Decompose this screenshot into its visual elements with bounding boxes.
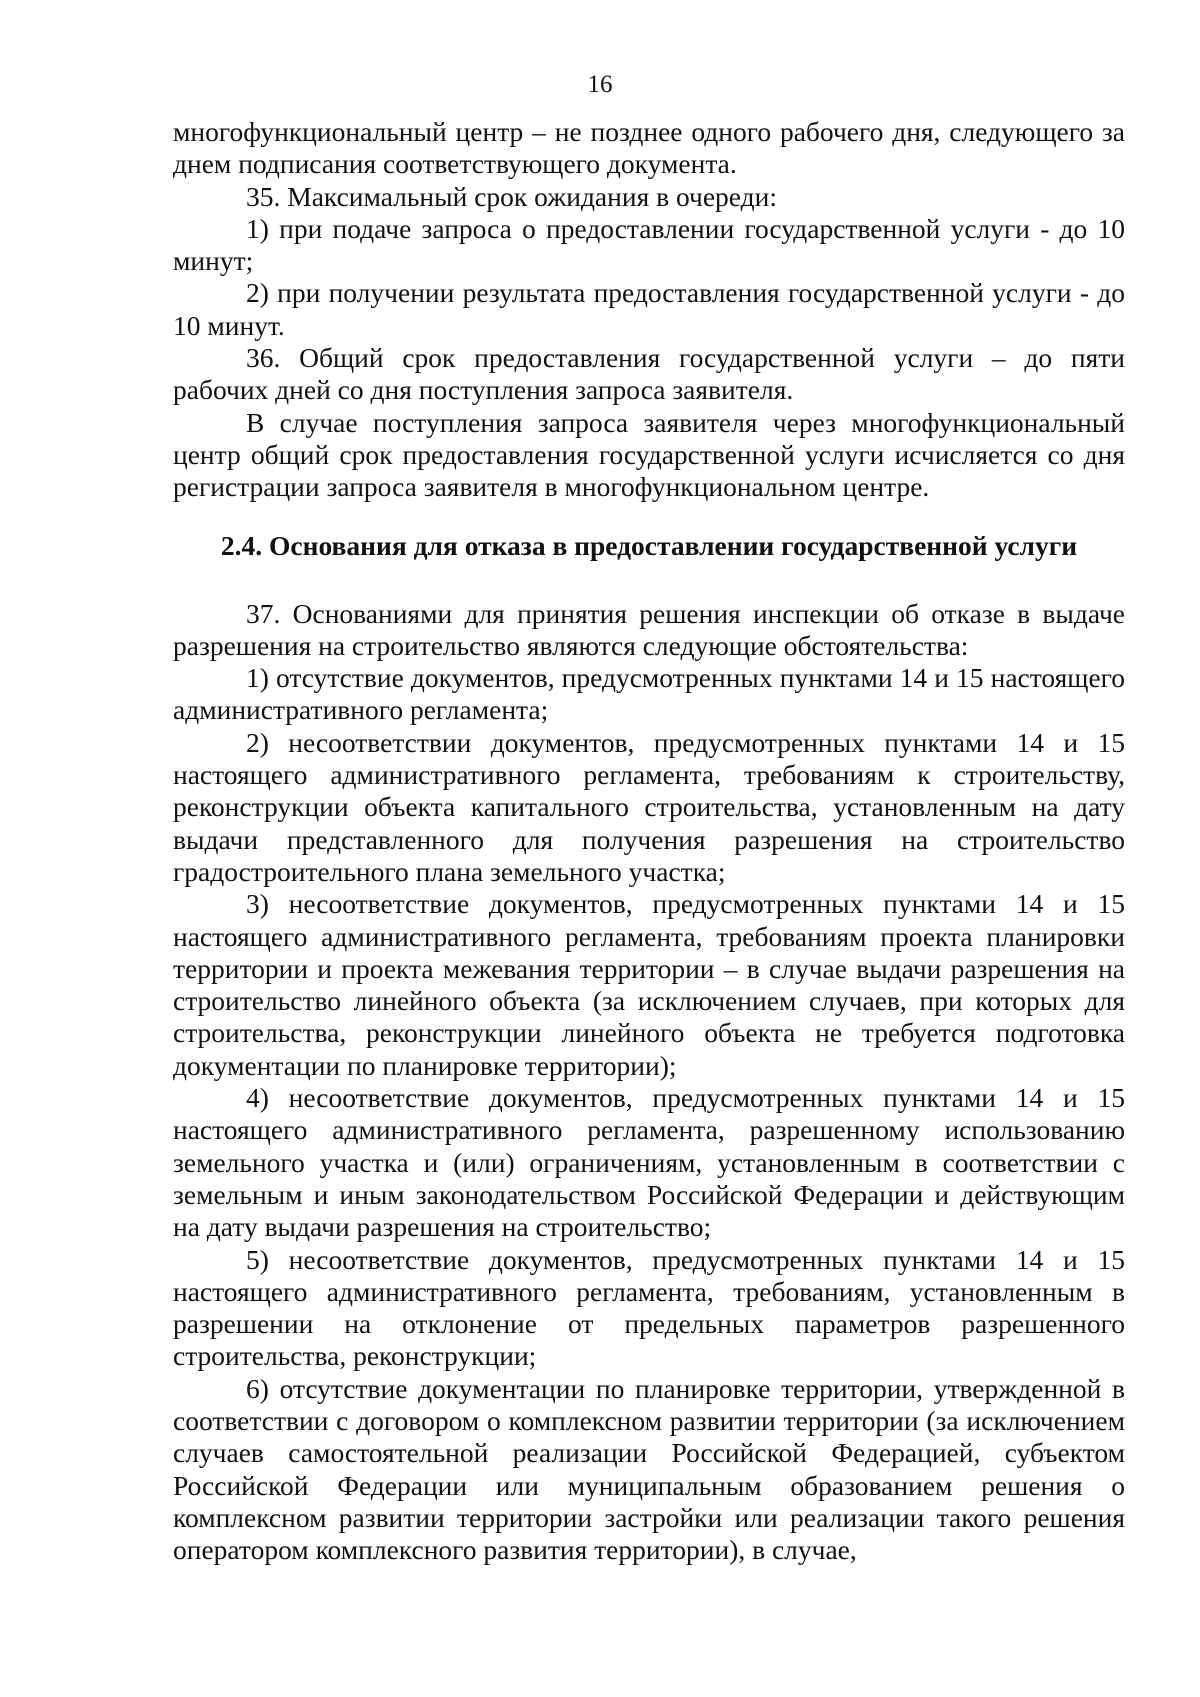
paragraph: В случае поступления запроса заявителя через многофункциональный центр общий срок предоставления государственной услуги исчисляется со дня регистрации запроса заявителя в многофункциональном центре. xyxy=(173,406,1125,503)
paragraph: 4) несоответствие документов, предусмотренных пунктами 14 и 15 настоящего административного регламента, разрешенному использованию земельного участка и (или) ограничениям, установленным в соответствии с земельным и иным законодательством Российской Федерации и действующим на дату выдачи разрешения на строительство; xyxy=(173,1082,1125,1243)
paragraph: 36. Общий срок предоставления государственной услуги – до пяти рабочих дней со дня поступления запроса заявителя. xyxy=(173,342,1125,406)
document-body xyxy=(173,116,1125,1566)
paragraph: 35. Максимальный срок ожидания в очереди: xyxy=(246,180,777,212)
paragraph: многофункциональный центр – не позднее одного рабочего дня, следующего за днем подписания соответствующего документа. xyxy=(173,116,1125,180)
paragraph: 37. Основаниями для принятия решения инспекции об отказе в выдаче разрешения на строительство являются следующие обстоятельства: xyxy=(173,597,1125,661)
page-number: 16 xyxy=(587,71,613,98)
paragraph: 3) несоответствие документов, предусмотренных пунктами 14 и 15 настоящего административного регламента, требованиям проекта планировки территории и проекта межевания территории – в случае выдачи разрешения на строительство линейного объекта (за исключением случаев, при которых для строительства, реконструкции линейного объекта не требуется подготовка документации по планировке территории); xyxy=(173,888,1125,1081)
paragraph: 2) при получении результата предоставления государственной услуги - до 10 минут. xyxy=(173,277,1125,341)
paragraph: 2) несоответствии документов, предусмотренных пунктами 14 и 15 настоящего административного регламента, требованиям к строительству, реконструкции объекта капитального строительства, установленным на дату выдачи представленного для получения разрешения на строительство градостроительного плана земельного участка; xyxy=(173,726,1125,887)
paragraph: 1) отсутствие документов, предусмотренных пунктами 14 и 15 настоящего административного регламента; xyxy=(173,662,1125,726)
section-heading: 2.4. Основания для отказа в предоставлении государственной услуги xyxy=(220,529,1078,561)
paragraph: 6) отсутствие документации по планировке территории, утвержденной в соответствии с договором о комплексном развитии территории (за исключением случаев самостоятельной реализации Российской Федерацией, субъектом Российской Федерации или муниципальным образованием решения о комплексном развитии территории застройки или реализации такого решения оператором комплексного развития территории), в случае, xyxy=(173,1372,1125,1566)
paragraph: 5) несоответствие документов, предусмотренных пунктами 14 и 15 настоящего административного регламента, требованиям, установленным в разрешении на отклонение от предельных параметров разрешенного строительства, реконструкции; xyxy=(173,1243,1125,1372)
paragraph: 1) при подаче запроса о предоставлении государственной услуги - до 10 минут; xyxy=(173,212,1125,277)
